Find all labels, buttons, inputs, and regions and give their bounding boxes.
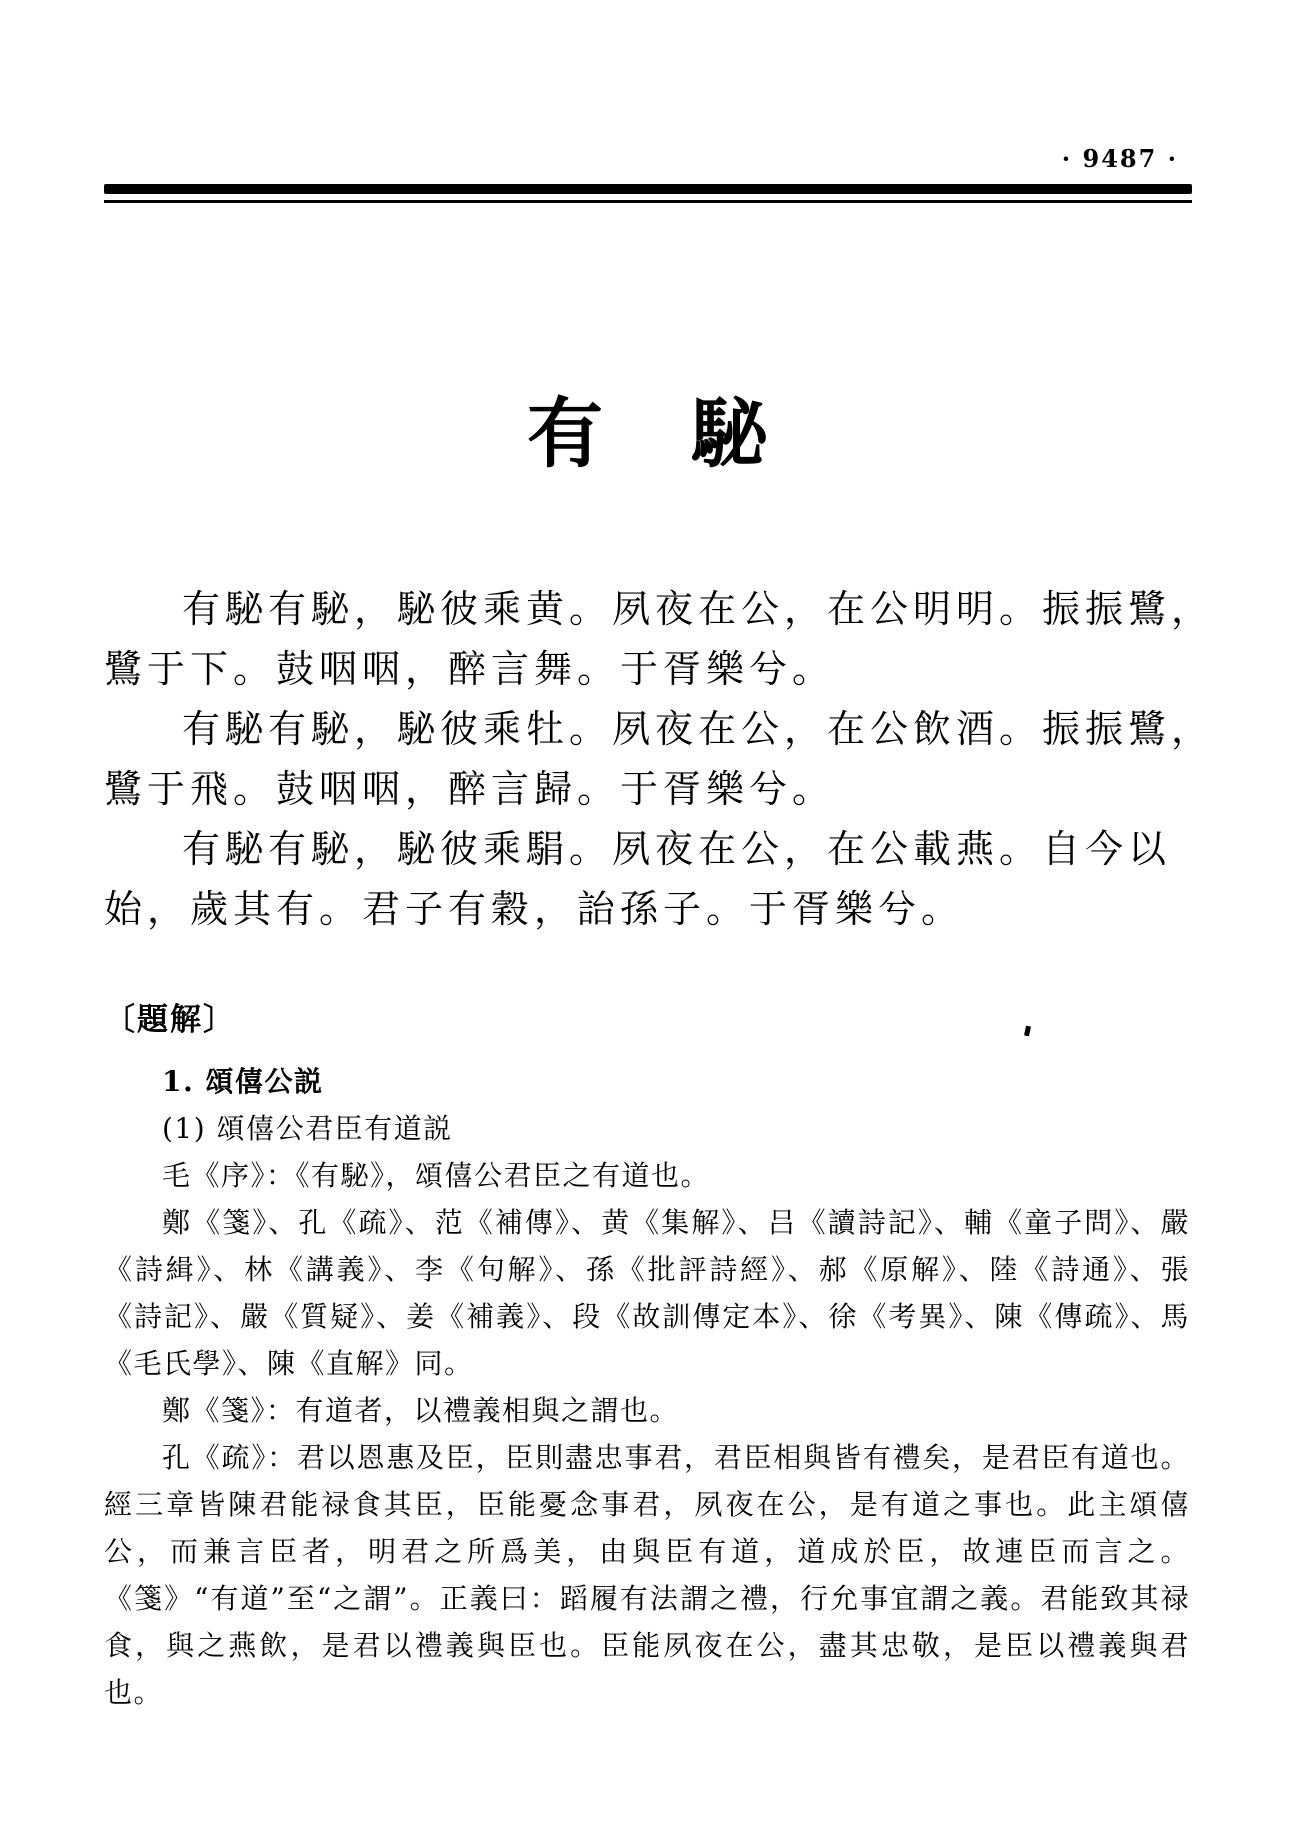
header-rule-thick-line bbox=[104, 184, 1192, 194]
tijie-heading: 〔題解〕 bbox=[104, 1002, 236, 1038]
poem-line-4: 鷺于飛。鼓咽咽，醉言歸。于胥樂兮。 bbox=[104, 767, 836, 811]
poem-line-3: 有駜有駜，駜彼乘牡。夙夜在公，在公飲酒。振振鷺， bbox=[182, 707, 1215, 751]
tijie-subheading-lettered: (1) 頌僖公君臣有道説 bbox=[162, 1112, 453, 1145]
header-rule bbox=[104, 184, 1192, 203]
page-number: · 9487 · bbox=[1061, 144, 1178, 173]
poem-line-6: 始，歲其有。君子有穀，詒孫子。于胥樂兮。 bbox=[104, 887, 965, 931]
poem-body bbox=[104, 579, 1214, 939]
poem-line-2: 鷺于下。鼓咽咽，醉言舞。于胥樂兮。 bbox=[104, 647, 836, 691]
tijie-paragraph-mao-xu: 毛《序》：《有駜》，頌僖公君臣之有道也。 bbox=[162, 1159, 711, 1192]
tijie-paragraph-kong-shu: 孔《疏》：君以恩惠及臣，臣則盡忠事君，君臣相與皆有禮矣，是君臣有道也。經三章皆陳君能禄食其臣，臣能憂念事君，夙夜在公，是有道之事也。此主頌僖公，而兼言臣者，明君之所爲美，由與臣有道，道成於臣，故連臣而言之。《箋》“有道”至“之謂”。正義曰：蹈履有法謂之禮，行允事宜謂之義。君能致其禄食，與之燕飲，是君以禮義與臣也。臣能夙夜在公，盡其忠敬，是臣以禮義與君也。 bbox=[104, 1441, 1190, 1709]
tijie-paragraph-zheng-jian: 鄭《箋》：有道者，以禮義相與之謂也。 bbox=[162, 1394, 680, 1427]
header-rule-thin-line bbox=[104, 200, 1192, 203]
tijie-section bbox=[104, 997, 1190, 1716]
poem-line-5: 有駜有駜，駜彼乘駽。夙夜在公，在公載燕。自今以 bbox=[182, 827, 1172, 871]
poem-title bbox=[104, 386, 1190, 481]
poem-title-char-2: 駜 bbox=[691, 389, 767, 478]
poem-line-1: 有駜有駜，駜彼乘黄。夙夜在公，在公明明。振振鷺， bbox=[182, 587, 1215, 631]
tijie-paragraph-sources: 鄭《箋》、孔《疏》、范《補傳》、黄《集解》、吕《讀詩記》、輔《童子問》、嚴《詩緝》、林《講義》、李《句解》、孫《批評詩經》、郝《原解》、陸《詩通》、張《詩記》、嚴《質疑》、姜《補義》、段《故訓傳定本》、徐《考異》、陳《傳疏》、馬《毛氏學》、陳《直解》同。 bbox=[104, 1206, 1190, 1380]
tijie-subheading-numbered: 1. 頌僖公説 bbox=[162, 1065, 324, 1098]
poem-title-char-1: 有 bbox=[527, 389, 603, 478]
